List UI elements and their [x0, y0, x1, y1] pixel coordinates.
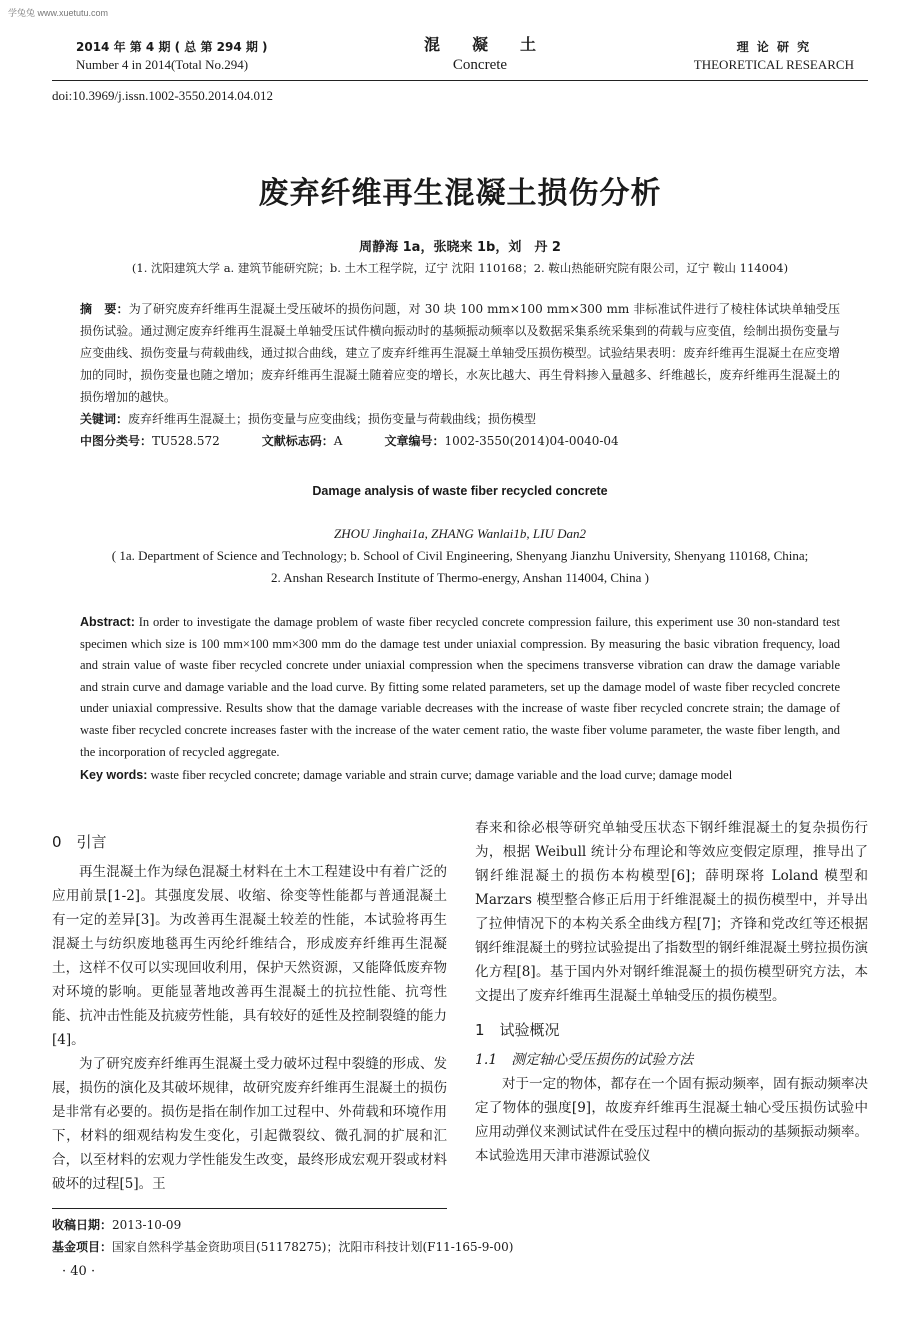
affiliation-en-2: 2. Anshan Research Institute of Thermo-energy, Anshan 114004, China ) — [270, 570, 649, 585]
clc-value: TU528.572 — [152, 434, 220, 448]
authors-cn: 周静海 1a，张晓来 1b，刘 丹 2 — [359, 240, 561, 255]
issue-cn: 2014 年 第 4 期 ( 总 第 294 期 ) — [76, 40, 268, 54]
fund-value: 国家自然科学基金资助项目(51178275)；沈阳市科技计划(F11-165-9-00) — [112, 1240, 514, 1254]
received-label: 收稿日期： — [52, 1218, 113, 1232]
fund-label: 基金项目： — [52, 1240, 113, 1254]
footnote — [52, 1214, 652, 1258]
header-rule — [52, 80, 868, 81]
section-cn: 理 论 研 究 — [736, 40, 812, 54]
abstract-cn-text: 为了研究废弃纤维再生混凝土受压破坏的损伤问题，对 30 块 100 mm×100 mm×300 mm 非标准试件进行了棱柱体试块单轴受压损伤试验。通过测定废弃纤维再生混凝土单轴受压试件横向振动时的基频振动频率以及数据采集系统采集到的荷载与应变值，绘制出损伤变量与应变曲线、损伤变量与荷载曲线，通过拟合曲线，建立了废弃纤维再生混凝土单轴受压损伤模型。试验结果表明：废弃纤维再生混凝土在应变增加的同时，损伤变量也随之增加；废弃纤维再生混凝土随着应变的增长，水灰比越大、再生骨料掺入量越多、纤维越长，废弃纤维再生混凝土的损伤增加的越快。 — [80, 302, 840, 404]
page-number: · 40 · — [62, 1264, 96, 1279]
section-info — [694, 38, 854, 74]
abstract-cn — [80, 298, 840, 408]
footnote-rule — [52, 1208, 447, 1209]
classification — [80, 430, 840, 452]
fund-info — [52, 1236, 652, 1258]
keywords-cn-label: 关键词： — [80, 412, 129, 426]
intro-paragraph-2: 为了研究废弃纤维再生混凝土受力破坏过程中裂缝的形成、发展，损伤的演化及其破坏规律，故研究废弃纤维再生混凝土的损伤是非常有必要的。损伤是指在制作加工过程中、外荷载和环境作用下，材料的细观结构发生变化，引起微裂纹、微孔洞的扩展和汇合，以至材料的宏观力学性能发生改变，最终形成宏观开裂或材料破坏的过程[5]。王 — [52, 1056, 447, 1192]
article-no-label: 文章编号： — [384, 434, 445, 448]
doi: doi:10.3969/j.issn.1002-3550.2014.04.012 — [52, 88, 274, 103]
title-en: Damage analysis of waste fiber recycled concrete — [312, 484, 608, 498]
clc-label: 中图分类号： — [80, 434, 153, 448]
keywords-cn-text: 废弃纤维再生混凝土；损伤变量与应变曲线；损伤变量与荷载曲线；损伤模型 — [128, 412, 537, 426]
section-1-1-heading: 1.1 测定轴心受压损伤的试验方法 — [475, 1052, 694, 1068]
keywords-en-label: Key words: — [80, 768, 148, 782]
abstract-en-text: In order to investigate the damage problem of waste fiber recycled concrete compression failure, this experiment use 30 non-standard test specimen which size is 100 mm×100 mm×300 mm do the damage test under uniaxial compression. By measuring the basic vibration frequency, load and strain value of waste fiber recycled concrete under uniaxial compression when the specimens transverse vibration can draw the damage variable and strain curve and damage variable and the load curve. By fitting some related parameters, set up the damage model of waste fiber recycled concrete under uniaxial compressive. Results show that the damage variable decreases with the increase of waste fiber recycled concrete strain; the damage of waste fiber recycled concrete increases faster with the increase of the water cement ratio, the waste fiber volume parameter, the waste fiber length, and the incorporation of recycled aggregate. — [80, 615, 840, 759]
section-0-heading: 0 引言 — [52, 833, 107, 851]
authors-en: ZHOU Jinghai1a, ZHANG Wanlai1b, LIU Dan2 — [334, 526, 586, 541]
abstract-cn-label: 摘 要： — [80, 302, 129, 316]
affiliation-cn: (1. 沈阳建筑大学 a. 建筑节能研究院；b. 土木工程学院，辽宁 沈阳 110168；2. 鞍山热能研究院有限公司，辽宁 鞍山 114004) — [131, 261, 789, 275]
watermark: 学兔兔 www.xuetutu.com — [8, 8, 109, 18]
journal-en: Concrete — [452, 57, 508, 73]
left-column — [52, 830, 447, 1196]
article-no-value: 1002-3550(2014)04-0040-04 — [444, 434, 619, 448]
affiliation-en-1: ( 1a. Department of Science and Technology; b. School of Civil Engineering, Shenyang Jianzhu University, Shenyang 110168, China; — [111, 548, 809, 563]
keywords-en — [80, 764, 840, 786]
issue-en: Number 4 in 2014(Total No.294) — [76, 57, 249, 72]
received-value: 2013-10-09 — [112, 1218, 182, 1232]
journal-cn: 混 凝 土 — [423, 35, 536, 54]
issue-info — [76, 38, 268, 74]
doc-code-label: 文献标志码： — [261, 434, 334, 448]
right-column — [475, 816, 868, 1168]
received-date — [52, 1214, 652, 1236]
section-1-heading: 1 试验概况 — [475, 1021, 560, 1039]
journal-name — [380, 36, 580, 74]
method-paragraph: 对于一定的物体，都存在一个固有振动频率，固有振动频率决定了物体的强度[9]，故废弃纤维再生混凝土轴心受压损伤试验中应用动弹仪来测试试件在受压过程中的横向振动的基频振动频率。本试验选用天津市港源试验仪 — [475, 1076, 868, 1164]
section-en: THEORETICAL RESEARCH — [693, 57, 854, 72]
doc-code-value: A — [333, 434, 343, 448]
keywords-cn — [80, 408, 840, 430]
abstract-en — [80, 612, 840, 763]
keywords-en-text: waste fiber recycled concrete; damage variable and strain curve; damage variable and the load curve; damage model — [150, 768, 733, 782]
intro-paragraph-3: 春来和徐必根等研究单轴受压状态下钢纤维混凝土的复杂损伤行为，根据 Weibull 统计分布理论和等效应变假定原理，推导出了钢纤维混凝土的损伤本构模型[6]；薛明琛将 Loland 模型和 Marzars 模型整合修正后用于纤维混凝土的损伤模型中，并导出了拉伸情况下的本构关系全曲线方程[7]；齐锋和党改红等还根据钢纤维混凝土的劈拉试验提出了指数型的钢纤维混凝土劈拉损伤演化方程[8]。基于国内外对钢纤维混凝土的损伤模型研究方法，本文提出了废弃纤维再生混凝土单轴受压的损伤模型。 — [475, 820, 868, 1004]
abstract-en-label: Abstract: — [80, 615, 135, 629]
title-cn: 废弃纤维再生混凝土损伤分析 — [258, 176, 662, 211]
intro-paragraph-1: 再生混凝土作为绿色混凝土材料在土木工程建设中有着广泛的应用前景[1-2]。其强度发展、收缩、徐变等性能都与普通混凝土有一定的差异[3]。为改善再生混凝土较差的性能，本试验将再生混凝土与纺织废地毯再生丙纶纤维结合，形成废弃纤维再生混凝土，这样不仅可以实现回收利用，保护天然资源，又能降低废弃物对环境的影响。更能显著地改善再生混凝土的抗拉性能、抗弯性能、抗冲击性能及抗疲劳性能，具有较好的延性及控制裂缝的能力[4]。 — [52, 864, 447, 1048]
